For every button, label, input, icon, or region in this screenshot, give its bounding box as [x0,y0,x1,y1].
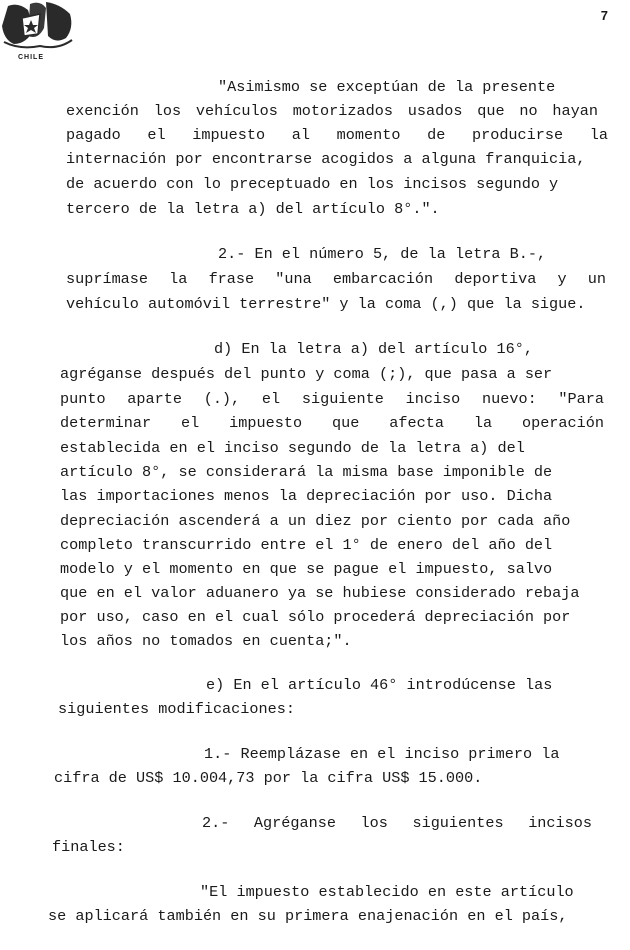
text-line: tercero de la letra a) del artículo 8°.". [66,200,440,218]
text-line: de acuerdo con lo preceptuado en los incisos segundo y [66,175,559,193]
text-line: los años no tomados en cuenta;". [60,632,352,650]
text-line: por uso, caso en el cual sólo procederá depreciación por [60,608,571,626]
text-line: 1.- Reemplázase en el inciso primero la [204,745,560,763]
text-line: suprímase la frase "una embarcación deportiva y un [66,270,606,288]
text-line: agréganse después del punto y coma (;), que pasa a ser [60,365,553,383]
text-line: se aplicará también en su primera enajenación en el país, [48,907,568,925]
coat-of-arms-seal [0,0,80,62]
text-line: 2.- En el número 5, de la letra B.-, [218,245,547,263]
text-line: "El impuesto establecido en este artículo [200,883,574,901]
text-line: establecida en el inciso segundo de la letra a) del [60,439,525,457]
text-line: e) En el artículo 46° introdúcense las [206,676,553,694]
text-line: punto aparte (.), el siguiente inciso nuevo: "Para [60,390,604,408]
text-line: internación por encontrarse acogidos a alguna franquicia, [66,150,586,168]
text-line: pagado el impuesto al momento de producirse la [66,126,608,144]
text-line: 2.- Agréganse los siguientes incisos [202,814,592,832]
text-line: d) En la letra a) del artículo 16°, [214,340,533,358]
text-line: finales: [52,838,125,856]
text-line: que en el valor aduanero ya se hubiese considerado rebaja [60,584,580,602]
text-line: completo transcurrido entre el 1° de enero del año del [60,536,553,554]
text-line: determinar el impuesto que afecta la operación [60,414,604,432]
text-line: vehículo automóvil terrestre" y la coma (,) que la sigue. [66,295,586,313]
page-number: 7 [600,8,608,23]
text-line: modelo y el momento en que se pague el impuesto, salvo [60,560,553,578]
text-line: exención los vehículos motorizados usados que no hayan [66,102,598,120]
text-line: siguientes modificaciones: [58,700,295,718]
text-line: "Asimismo se exceptúan de la presente [218,78,556,96]
text-line: cifra de US$ 10.004,73 por la cifra US$ 15.000. [54,769,483,787]
seal-label: CHILE [18,54,44,61]
text-line: depreciación ascenderá a un diez por ciento por cada año [60,512,571,530]
text-line: las importaciones menos la depreciación por uso. Dicha [60,487,553,505]
text-line: artículo 8°, se considerará la misma base imponible de [60,463,553,481]
